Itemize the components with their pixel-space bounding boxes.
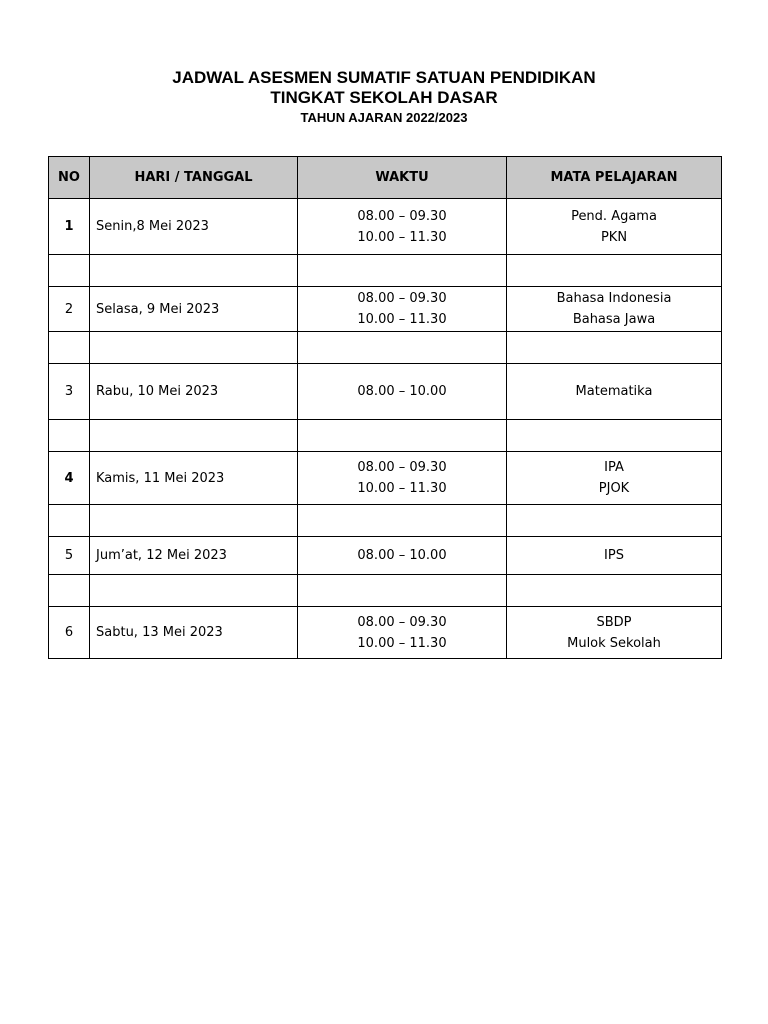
row-subject bbox=[507, 452, 722, 505]
row-subject bbox=[507, 199, 722, 255]
row-time bbox=[298, 364, 507, 420]
time-slot: 10.00 – 11.30 bbox=[357, 229, 447, 245]
table-row bbox=[49, 287, 722, 332]
time-slot: 08.00 – 09.30 bbox=[357, 208, 447, 224]
table-row bbox=[49, 537, 722, 575]
time-slot: 10.00 – 11.30 bbox=[357, 481, 447, 496]
table-header-row bbox=[49, 157, 722, 199]
time-slot: 08.00 – 09.30 bbox=[357, 460, 447, 475]
spacer-row bbox=[49, 505, 722, 537]
time-slot: 08.00 – 10.00 bbox=[357, 548, 447, 563]
schedule-table bbox=[48, 156, 722, 659]
row-subject bbox=[507, 287, 722, 332]
table-row bbox=[49, 199, 722, 255]
row-number: 4 bbox=[49, 452, 90, 505]
spacer-row bbox=[49, 420, 722, 452]
subject-name: IPS bbox=[604, 548, 624, 563]
time-slot: 08.00 – 09.30 bbox=[357, 291, 447, 306]
document-subtitle: TAHUN AJARAN 2022/2023 bbox=[300, 110, 468, 125]
subject-name: Bahasa Indonesia bbox=[556, 291, 672, 306]
row-time bbox=[298, 452, 507, 505]
subject-name: Pend. Agama bbox=[571, 208, 657, 224]
subject-name: PJOK bbox=[598, 481, 630, 496]
time-slot: 08.00 – 10.00 bbox=[357, 384, 447, 399]
row-subject bbox=[507, 537, 722, 575]
subject-name: IPA bbox=[604, 460, 624, 475]
header-time: WAKTU bbox=[298, 157, 507, 199]
row-day-date: Senin,8 Mei 2023 bbox=[90, 199, 298, 255]
row-number: 6 bbox=[49, 607, 90, 659]
spacer-row bbox=[49, 255, 722, 287]
row-day-date: Sabtu, 13 Mei 2023 bbox=[90, 607, 298, 659]
row-number: 5 bbox=[49, 537, 90, 575]
row-day-date: Rabu, 10 Mei 2023 bbox=[90, 364, 298, 420]
row-time bbox=[298, 607, 507, 659]
time-slot: 10.00 – 11.30 bbox=[357, 635, 447, 651]
header-no: NO bbox=[49, 157, 90, 199]
row-day-date: Selasa, 9 Mei 2023 bbox=[90, 287, 298, 332]
subject-name: SBDP bbox=[596, 614, 632, 630]
time-slot: 08.00 – 09.30 bbox=[357, 614, 447, 630]
row-day-date: Kamis, 11 Mei 2023 bbox=[90, 452, 298, 505]
document-header bbox=[0, 68, 768, 127]
row-day-date: Jum’at, 12 Mei 2023 bbox=[90, 537, 298, 575]
document-title-line-2: TINGKAT SEKOLAH DASAR bbox=[270, 88, 498, 107]
table-row bbox=[49, 607, 722, 659]
subject-name: PKN bbox=[600, 229, 628, 245]
spacer-row bbox=[49, 575, 722, 607]
row-number: 3 bbox=[49, 364, 90, 420]
document-title-line-1: JADWAL ASESMEN SUMATIF SATUAN PENDIDIKAN bbox=[172, 68, 596, 87]
table-row bbox=[49, 452, 722, 505]
row-time bbox=[298, 537, 507, 575]
row-number: 2 bbox=[49, 287, 90, 332]
subject-name: Matematika bbox=[575, 384, 653, 399]
row-number: 1 bbox=[49, 199, 90, 255]
row-time bbox=[298, 199, 507, 255]
row-time bbox=[298, 287, 507, 332]
spacer-row bbox=[49, 332, 722, 364]
subject-name: Mulok Sekolah bbox=[567, 635, 661, 651]
row-subject bbox=[507, 607, 722, 659]
table-row bbox=[49, 364, 722, 420]
time-slot: 10.00 – 11.30 bbox=[357, 312, 447, 327]
subject-name: Bahasa Jawa bbox=[572, 312, 656, 327]
row-subject bbox=[507, 364, 722, 420]
header-subject: MATA PELAJARAN bbox=[507, 157, 722, 199]
header-day-date: HARI / TANGGAL bbox=[90, 157, 298, 199]
